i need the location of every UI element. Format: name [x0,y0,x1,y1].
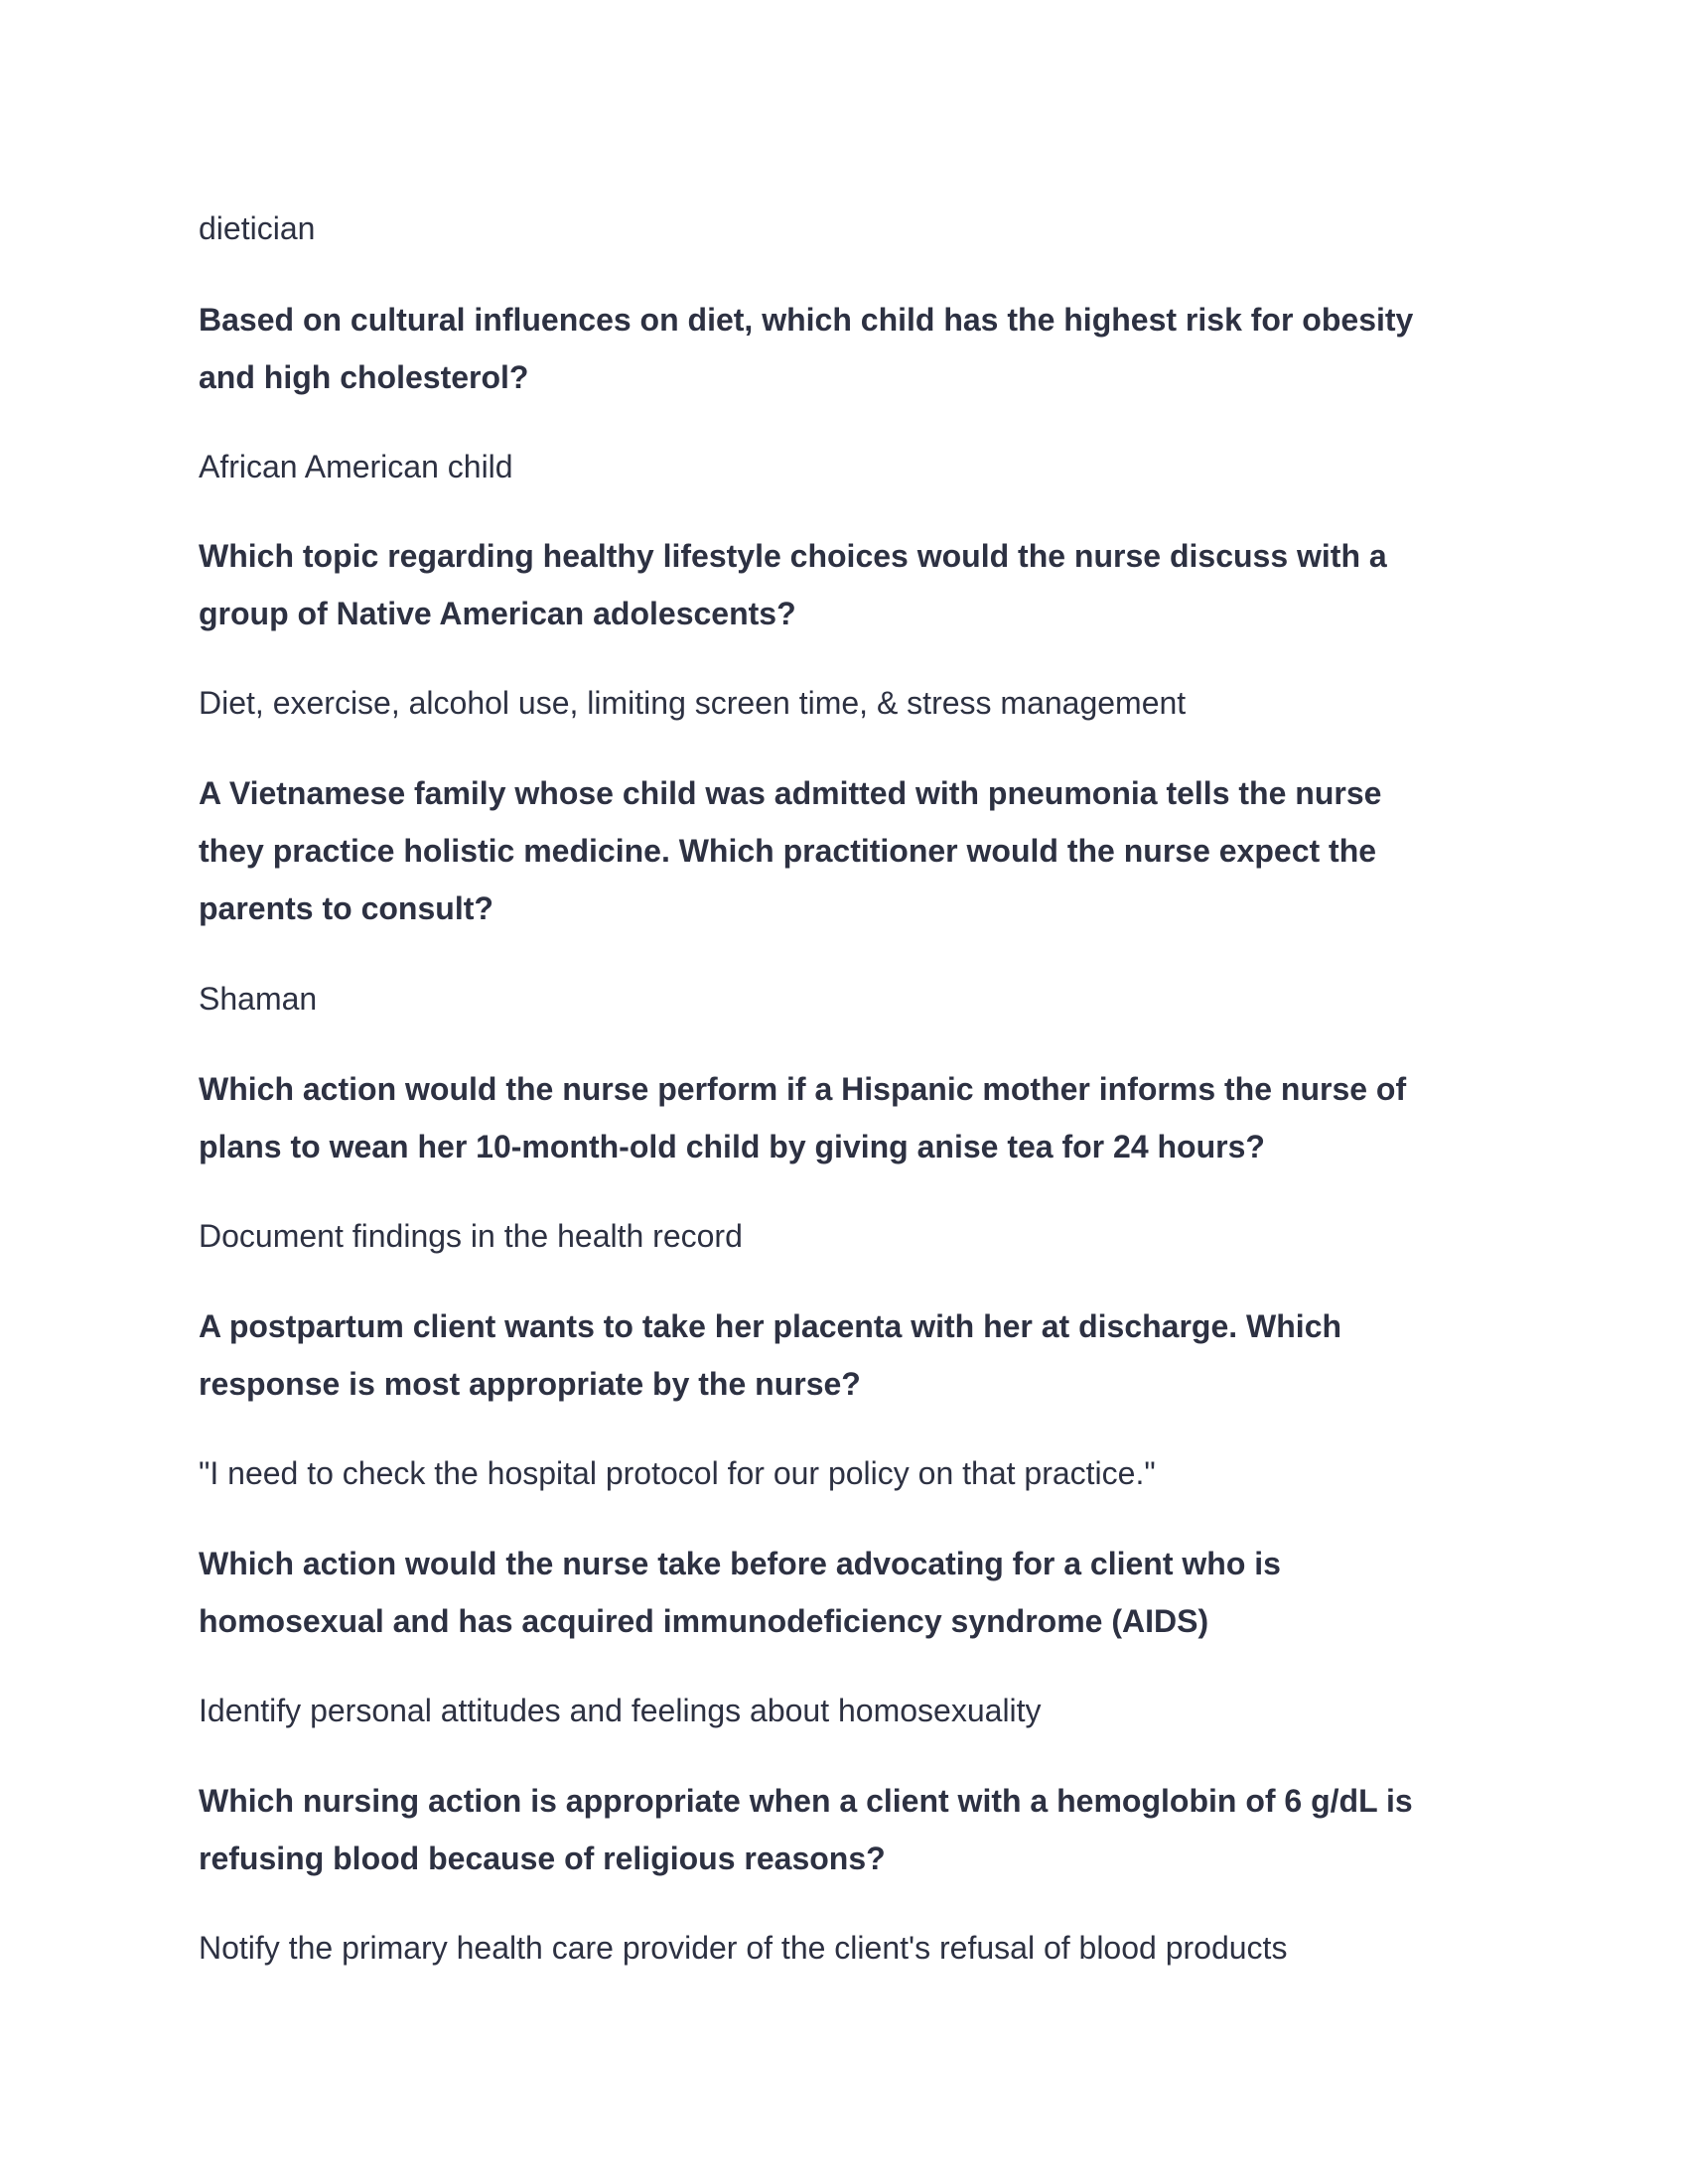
answer-text [199,438,513,495]
text-line: Which action would the nurse perform if a Hispanic mother informs the nurse of [199,1071,1407,1107]
text-line: Based on cultural influences on diet, which child has the highest risk for obesity [199,302,1414,338]
question-text [199,291,1413,406]
text-line: Which nursing action is appropriate when a client with a hemoglobin of 6 g/dL is [199,1783,1413,1819]
answer-text [199,970,317,1027]
text-line: Which topic regarding healthy lifestyle choices would the nurse discuss with a [199,538,1387,574]
question-text [199,1060,1406,1175]
text-line: dietician [199,210,316,246]
question-text [199,1772,1413,1887]
text-line: group of Native American adolescents? [199,596,796,631]
text-line: response is most appropriate by the nurse? [199,1366,861,1402]
answer-text [199,1207,743,1265]
text-line: parents to consult? [199,890,493,926]
text-line: Which action would the nurse take before advocating for a client who is [199,1546,1281,1581]
text-line: A Vietnamese family whose child was admitted with pneumonia tells the nurse [199,775,1382,811]
text-line: "I need to check the hospital protocol for our policy on that practice." [199,1455,1156,1491]
answer-text [199,1919,1287,1977]
text-line: A postpartum client wants to take her placenta with her at discharge. Which [199,1308,1342,1344]
text-line: Document findings in the health record [199,1218,743,1254]
answer-text [199,674,1186,732]
question-text [199,764,1381,937]
answer-text [199,1444,1156,1502]
question-text [199,527,1387,642]
text-line: African American child [199,449,513,484]
text-line: refusing blood because of religious reasons? [199,1841,886,1876]
answer-text [199,1682,1042,1739]
text-line: Shaman [199,981,318,1017]
text-line: and high cholesterol? [199,359,529,395]
text-line: homosexual and has acquired immunodeficiency syndrome (AIDS) [199,1603,1209,1639]
answer-text [199,200,315,257]
question-text [199,1535,1281,1650]
text-line: Notify the primary health care provider of the client's refusal of blood products [199,1930,1288,1966]
text-line: they practice holistic medicine. Which practitioner would the nurse expect the [199,833,1377,869]
text-line: Identify personal attitudes and feelings about homosexuality [199,1693,1042,1728]
text-line: Diet, exercise, alcohol use, limiting screen time, & stress management [199,685,1187,721]
question-text [199,1297,1341,1413]
text-line: plans to wean her 10-month-old child by giving anise tea for 24 hours? [199,1129,1265,1164]
